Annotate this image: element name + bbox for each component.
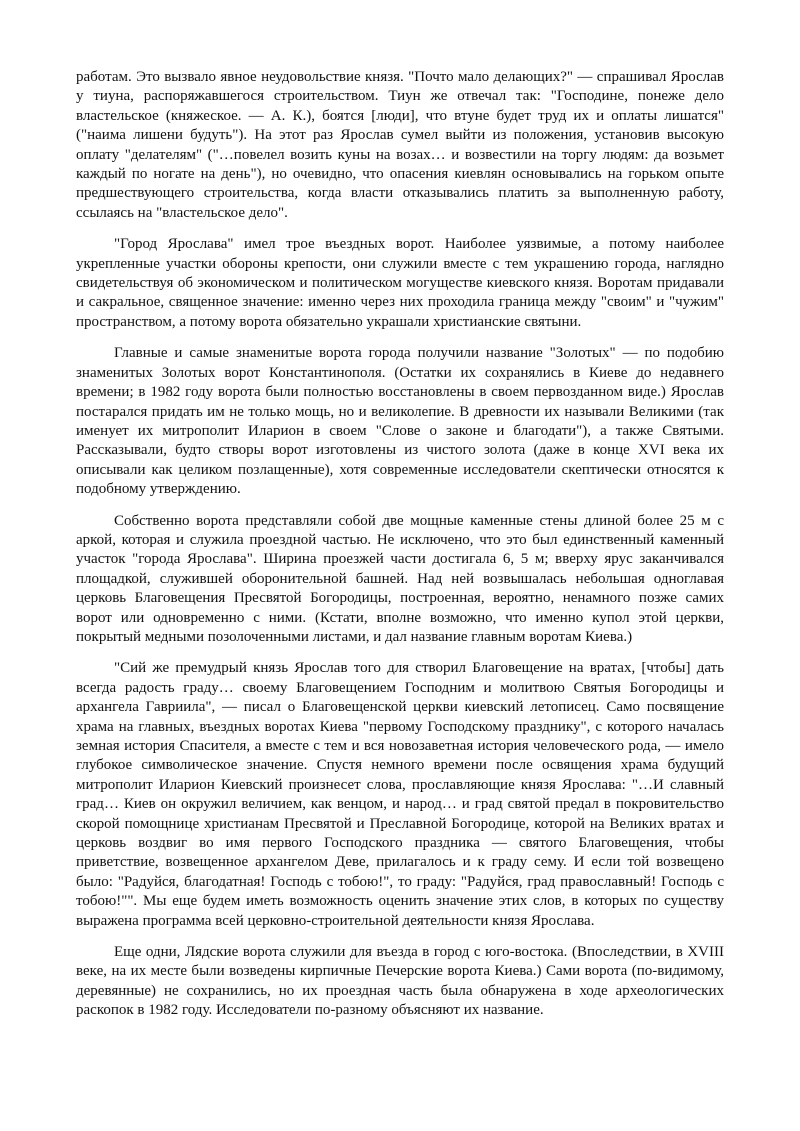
paragraph-city-gates: "Город Ярослава" имел трое въездных ворот. Наиболее уязвимые, а потому наиболее укрепленные участки обороны крепости, они служили вместе с тем украшению города, наглядно свидетельствуя об экономическом и политическом могуществе киевского князя. Воротам придавали и сакральное, священное значение: именно через них проходила граница между "своим" и "чужим" пространством, а потому ворота обязательно украшали христианские святыни. bbox=[76, 236, 724, 330]
paragraph-lyadsky-gates: Еще одни, Лядские ворота служили для въезда в город с юго-востока. (Впоследствии, в XVIII веке, на их месте были возведены кирпичные Печерские ворота Киева.) Сами ворота (по-видимому, деревянные) не сохранились, но их проездная часть была обнаружена в ходе археологических раскопок в 1982 году. Исследователи по-разному объясняют их название. bbox=[76, 944, 724, 1019]
paragraph-annunciation-church: "Сий же премудрый князь Ярослав того для створил Благовещение на вратах, [чтобы] дать всегда радость граду… своему Благовещением Господним и молитвою Святыя Богородицы и архангела Гавриила", — писал о Благовещенской церкви киевский летописец. Само посвящение храма на главных, въездных воротах Киева "первому Господскому празднику", с которого началась земная история Спасителя, а вместе с тем и вся новозаветная история человеческого рода, — имело глубокое символическое значение. Спустя немного времени после освящения храма будущий митрополит Иларион Киевский произнесет слова, прославляющие князя Ярослава: "…И славный град… Киев он окружил величием, как венцом, и народ… и град святой предал в покровительство скорой помощнице христианам Пресвятой и Преславной Богородице, которой на Великих вратах и церковь воздвиг во имя первого Господского праздника — святого Благовещения, чтобы приветствие, возвещенное архангелом Деве, прилагалось и к граду сему. И если той возвещено было: "Радуйся, благодатная! Господь с тобою!", то граду: "Радуйся, град православный! Господь с тобою!"". Мы еще будем иметь возможность оценить значение этих слов, в которых по существу выражена программа всей церковно-строительной деятельности князя Ярослава. bbox=[76, 660, 724, 929]
paragraph-golden-gates: Главные и самые знаменитые ворота города получили название "Золотых" — по подобию знаменитых Золотых ворот Константинополя. (Остатки их сохранялись в Киеве до недавнего времени; в 1982 году ворота были полностью восстановлены в своем первозданном виде.) Ярослав постарался придать им не только мощь, но и великолепие. В древности их называли Великими (так именует их митрополит Иларион в своем "Слове о законе и благодати"), а также Святыми. Рассказывали, будто створы ворот изготовлены из чистого золота (даже в конце XVI века их описывали как целиком позлащенные), хотя современные исследователи скептически относятся к подобному утверждению. bbox=[76, 345, 724, 498]
paragraph-construction-payment: работам. Это вызвало явное неудовольствие князя. "Почто мало делающих?" — спрашивал Ярослав у тиуна, распоряжавшегося строительством. Тиун же отвечал так: "Господине, понеже дело властельское (княжеское. — А. К.), боятся [люди], что втуне будет труд их и оплаты лишатся" ("наима лишени будуть"). На этот раз Ярослав сумел выйти из положения, установив высокую оплату "делателям" ("…повелел возить куны на возах… и возвестили на торгу людям: да возьмет каждый по ногате на день"), но очевидно, что опасения киевлян основывались на горьком опыте предшествующего строительства, когда власти отказывались платить за выполненную работу, ссылаясь на "властельское дело". bbox=[76, 69, 724, 221]
paragraph-gate-structure: Собственно ворота представляли собой две мощные каменные стены длиной более 25 м с аркой, которая и служила проездной частью. Не исключено, что это был единственный каменный участок "города Ярослава". Ширина проезжей части достигала 6, 5 м; вверху ярус заканчивался площадкой, служившей оборонительной башней. Над ней возвышалась небольшая одноглавая церковь Благовещения Пресвятой Богородицы, построенная, вероятно, ненамного позже самих ворот или одновременно с ними. (Кстати, вполне возможно, что именно купол этой церкви, покрытый медными позолоченными листами, и дал название главным воротам Киева.) bbox=[76, 512, 724, 645]
document-page bbox=[76, 68, 724, 1033]
